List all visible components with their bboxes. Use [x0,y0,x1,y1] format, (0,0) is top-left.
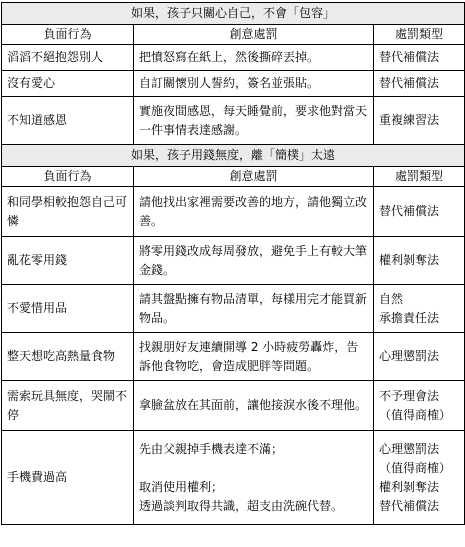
type-line: 替代補償法 [379,498,440,513]
type-cell [374,431,465,525]
behavior-cell: 手機費過高 [2,431,134,525]
table-row [2,237,465,285]
penalty-cell: 把憤怒寫在紙上，然後撕碎丟掉。 [134,45,374,71]
penalty-cell: 將零用錢改成每周發放，避免手上有較大筆金錢。 [134,237,374,285]
table-row [2,45,465,71]
penalty-cell: 拿臉盆放在其面前，讓他接淚水後不理他。 [134,381,374,431]
penalty-cell [134,431,374,525]
header-row [2,167,465,187]
penalty-cell: 實施夜間感恩，每天睡覺前，要求他對當天一件事情表達感謝。 [134,97,374,145]
type-cell: 心理懲罰法 [374,333,465,381]
table-row [2,187,465,237]
penalty-line: 透過談判取得共識，超支由洗碗代替。 [139,498,344,513]
type-line: 自然 [379,291,404,306]
header-behavior: 負面行為 [2,167,134,187]
penalty-cell: 找親朋好友連續開導 2 小時疲勞轟炸，告訴他食物吃，會造成肥胖等問題。 [134,333,374,381]
type-cell: 替代補償法 [374,187,465,237]
penalty-table [1,2,465,525]
behavior-cell: 不知道感恩 [2,97,134,145]
behavior-cell: 和同學相較抱怨自己可憐 [2,187,134,237]
table-row [2,285,465,333]
penalty-cell: 自訂關懷別人誓約，簽名並張貼。 [134,71,374,97]
line-spacer [139,459,368,478]
type-line: 承擔責任法 [379,310,440,325]
type-cell: 重複練習法 [374,97,465,145]
type-cell: 替代補償法 [374,71,465,97]
penalty-cell: 請其盤點擁有物品清單，每樣用完才能買新物品。 [134,285,374,333]
type-line: 心理懲罰法 [379,441,440,456]
type-line: （值得商榷） [379,460,452,475]
type-line: 不予理會法 [379,388,440,403]
header-penalty: 創意處罰 [134,167,374,187]
behavior-cell: 沒有愛心 [2,71,134,97]
table-row [2,97,465,145]
penalty-line: 取消使用權利； [139,479,224,494]
table-row [2,381,465,431]
section-title: 如果，孩子用錢無度，離「簡樸」太遠 [2,145,465,167]
behavior-cell: 滔滔不絕抱怨別人 [2,45,134,71]
type-line: （值得商榷） [379,407,452,422]
section-title-row [2,3,465,25]
table-row [2,71,465,97]
type-line: 權利剝奪法 [379,479,440,494]
section-title-row [2,145,465,167]
header-penalty: 創意處罰 [134,25,374,45]
section-title: 如果，孩子只關心自己，不會「包容」 [2,3,465,25]
penalty-line: 先由父親掉手機表達不滿； [139,441,284,456]
type-cell: 替代補償法 [374,45,465,71]
header-row [2,25,465,45]
behavior-cell: 整天想吃高熱量食物 [2,333,134,381]
header-type: 處罰類型 [374,25,465,45]
behavior-cell: 亂花零用錢 [2,237,134,285]
type-cell [374,285,465,333]
header-behavior: 負面行為 [2,25,134,45]
behavior-cell: 不愛惜用品 [2,285,134,333]
penalty-cell: 請他找出家裡需要改善的地方，請他獨立改善。 [134,187,374,237]
table-row [2,431,465,525]
header-type: 處罰類型 [374,167,465,187]
behavior-cell: 需索玩具無度，哭鬧不停 [2,381,134,431]
table-row [2,333,465,381]
type-cell: 權利剝奪法 [374,237,465,285]
type-cell [374,381,465,431]
